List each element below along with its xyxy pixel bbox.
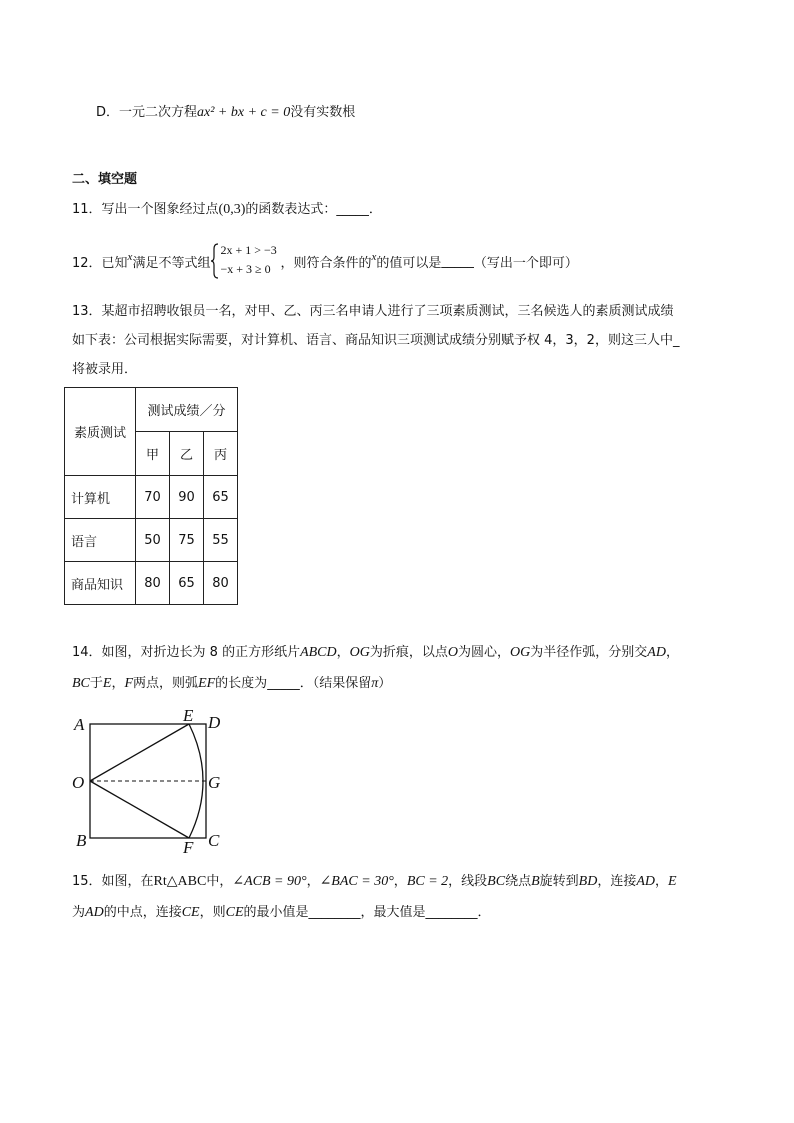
q15-text: ，最大值是 (360, 905, 426, 920)
q14-text: 为圆心， (458, 645, 511, 660)
q15-math: B (531, 874, 540, 889)
q14-text: 于 (89, 676, 103, 691)
q15-text: ，连接 (597, 874, 637, 889)
q14-line-1 (72, 644, 679, 662)
q15-math: BC (487, 874, 506, 889)
q15-text: ， (655, 874, 669, 889)
q14-math: O (447, 645, 459, 660)
q14-text: ， (111, 676, 125, 691)
q15-text: 旋转到 (539, 874, 579, 889)
label-a: A (74, 715, 85, 734)
q15-line-1 (72, 873, 677, 891)
q12-inequality-2: −x + 3 ≥ 0 (220, 262, 271, 276)
q15-text: ， (306, 874, 320, 889)
question-11 (72, 201, 382, 219)
q15-text: 的中点，连接 (103, 905, 182, 920)
q15-math: ∠ACB = 90° (232, 874, 307, 889)
q12-mid1: 满足不等式组 (132, 255, 211, 271)
q15-math: CE (181, 905, 200, 920)
column-header: 乙 (170, 432, 204, 476)
q12-inequality-1: 2x + 1 > −3 (220, 243, 277, 257)
q15-text: ， (393, 874, 407, 889)
q14-answer-blank: _____ (267, 676, 300, 691)
table-cell: 70 (136, 476, 170, 519)
table-row (65, 562, 238, 605)
q15-answer-blank-min: ________ (308, 905, 361, 920)
label-d: D (208, 713, 221, 732)
label-g: G (208, 773, 221, 792)
q14-line-2 (72, 675, 391, 693)
table-cell: 80 (136, 562, 170, 605)
q12-answer-blank: _____ (441, 253, 474, 269)
table-row (65, 519, 238, 562)
q15-math: BD (578, 874, 598, 889)
q14-math: E (102, 676, 112, 691)
q14-text: 为折痕，以点 (369, 645, 448, 660)
q12-var-x: x (127, 251, 133, 263)
left-brace-icon (210, 242, 220, 280)
q14-text: ， (336, 645, 350, 660)
table-header-cell: 测试成绩／分 (136, 388, 238, 432)
q12-var-x2: x (371, 251, 377, 263)
option-d-label: D．一元二次方程 (96, 105, 198, 120)
q14-math: BC (72, 676, 90, 691)
q15-math: E (668, 874, 677, 889)
table-cell: 65 (170, 562, 204, 605)
q15-text: 15．如图，在 (72, 874, 154, 889)
q14-text: 14．如图，对折边长为 8 的正方形纸片 (72, 645, 301, 660)
q15-text: 的最小值是 (243, 905, 309, 920)
table-cell: 90 (170, 476, 204, 519)
q14-text: 两点，则弧 (133, 676, 199, 691)
q12-mid3: 的值可以是 (376, 255, 442, 271)
q12-mid2: ，则符合条件的 (280, 255, 372, 271)
segment-of (90, 781, 189, 838)
q14-math: π (371, 676, 379, 691)
option-d (96, 104, 355, 122)
q15-answer-blank-max: ________ (425, 905, 478, 920)
q13-line-2: 如下表：公司根据实际需要，对计算机、语言、商品知识三项测试成绩分别赋予权 4，3，2，则这三人中_ (72, 333, 680, 348)
segment-oe (90, 724, 189, 781)
q15-text: ． (477, 905, 491, 920)
q15-text: 为 (72, 905, 86, 920)
row-label: 语言 (65, 519, 136, 562)
q11-point: (0,3) (218, 202, 246, 217)
q14-text: ） (378, 676, 392, 691)
q15-line-2 (72, 904, 491, 922)
table-cell: 75 (170, 519, 204, 562)
table-cell: 50 (136, 519, 170, 562)
q11-suffix: 的函数表达式： (245, 202, 337, 217)
q15-math: BC = 2 (406, 874, 449, 889)
q15-math: ∠BAC = 30° (319, 874, 394, 889)
q13-line-1: 13．某超市招聘收银员一名，对甲、乙、丙三名申请人进行了三项素质测试，三名候选人的素质测试成绩 (72, 304, 674, 319)
label-o: O (72, 773, 85, 792)
table-row (65, 476, 238, 519)
q15-math: AD (636, 874, 656, 889)
score-table (64, 387, 238, 605)
q14-math: ABCD (300, 645, 337, 660)
q14-math: F (124, 676, 134, 691)
q11-prefix: 11．写出一个图象经过点 (72, 202, 219, 217)
q15-text: ，则 (199, 905, 226, 920)
q14-text: ， (665, 645, 679, 660)
q15-math: AD (85, 905, 104, 920)
column-header: 丙 (204, 432, 238, 476)
q15-text: 中， (206, 874, 233, 889)
question-12 (72, 242, 578, 280)
q14-text: 为半径作弧，分别交 (530, 645, 648, 660)
square-fold-figure (66, 706, 236, 856)
q13-line-3: 将被录用． (72, 362, 138, 377)
label-e: E (183, 706, 194, 725)
q12-prefix: 12．已知 (72, 255, 128, 271)
label-c: C (208, 831, 220, 850)
table-cell: 80 (204, 562, 238, 605)
label-b: B (76, 831, 87, 850)
label-f: F (183, 838, 194, 856)
table-cell: 65 (204, 476, 238, 519)
q15-text: 绕点 (505, 874, 532, 889)
q11-answer-blank: _____ (336, 202, 369, 217)
row-label: 商品知识 (65, 562, 136, 605)
q12-inequality-system (210, 242, 280, 280)
q14-text: ．（结果保留 (299, 676, 372, 691)
q14-math: OG (349, 645, 370, 660)
q14-text: 的长度为 (215, 676, 268, 691)
q14-math: OG (510, 645, 531, 660)
q12-suffix: （写出一个即可） (473, 255, 578, 271)
q11-end: ． (368, 202, 382, 217)
option-d-suffix: 没有实数根 (290, 105, 356, 120)
section-title: 二、填空题 (72, 172, 138, 187)
row-label: 计算机 (65, 476, 136, 519)
q15-math: Rt△ABC (153, 874, 207, 889)
q14-math: AD (647, 645, 666, 660)
table-corner-cell: 素质测试 (65, 388, 136, 476)
option-d-equation: ax² + bx + c = 0 (197, 105, 291, 120)
q15-math: CE (225, 905, 244, 920)
q14-math: EF (198, 676, 216, 691)
column-header: 甲 (136, 432, 170, 476)
q15-text: ，线段 (448, 874, 488, 889)
table-cell: 55 (204, 519, 238, 562)
